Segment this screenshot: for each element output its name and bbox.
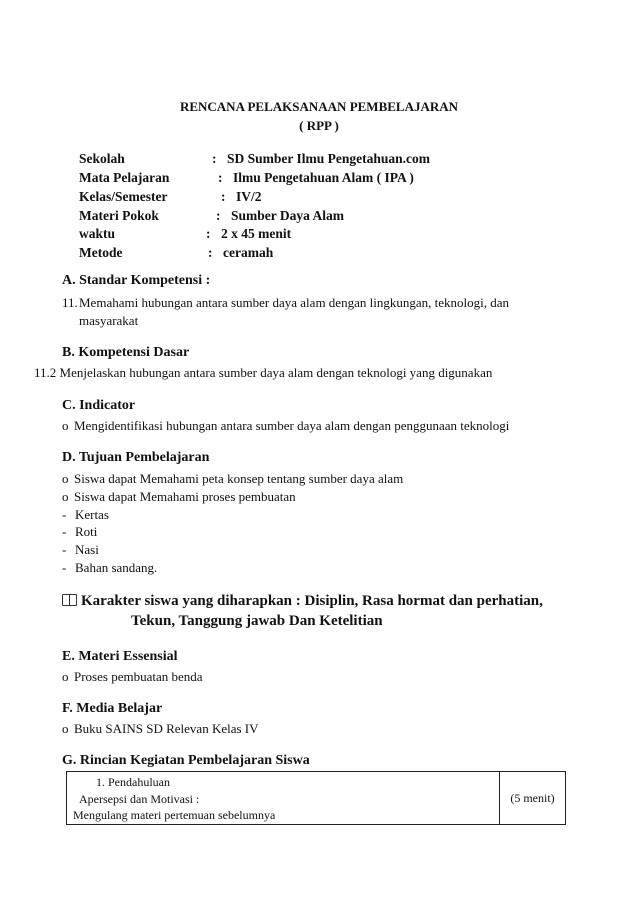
info-label-sekolah: Sekolah xyxy=(79,151,125,166)
table-cell-activity xyxy=(67,772,500,825)
section-a-text-line2: masyarakat xyxy=(79,313,139,328)
info-sep: : xyxy=(216,208,221,223)
section-a-text-line1: Memahami hubungan antara sumber daya alam dengan lingkungan, teknologi, dan xyxy=(79,295,509,310)
table-cell-duration xyxy=(500,772,566,825)
book-icon xyxy=(62,594,77,606)
karakter-text-line1: Karakter siswa yang diharapkan : Disiplin, Rasa hormat dan perhatian, xyxy=(81,593,543,609)
section-f-text: Buku SAINS SD Relevan Kelas IV xyxy=(74,721,259,736)
info-label-metode: Metode xyxy=(79,245,123,260)
list-marker: - xyxy=(62,560,67,575)
list-item: Siswa dapat Memahami proses pembuatan xyxy=(74,489,296,504)
info-sep: : xyxy=(218,170,223,185)
info-value-kelas: IV/2 xyxy=(236,189,262,204)
list-item: Nasi xyxy=(75,542,99,557)
list-marker: o xyxy=(62,471,69,486)
list-marker: - xyxy=(62,524,67,539)
list-item: Kertas xyxy=(75,507,109,522)
bullet-marker: o xyxy=(62,721,69,736)
info-label-kelas: Kelas/Semester xyxy=(79,189,168,204)
info-value-metode: ceramah xyxy=(223,245,274,260)
list-item: Siswa dapat Memahami peta konsep tentang sumber daya alam xyxy=(74,471,404,486)
list-marker: - xyxy=(62,507,67,522)
table-activity-line1: 1. Pendahuluan xyxy=(96,775,170,789)
info-sep: : xyxy=(212,151,217,166)
table-row xyxy=(67,772,566,825)
table-duration: (5 menit) xyxy=(510,790,555,805)
section-a-heading: A. Standar Kompetensi : xyxy=(62,273,211,288)
kegiatan-table xyxy=(66,771,566,825)
section-a-number: 11. xyxy=(62,295,78,310)
info-sep: : xyxy=(208,245,213,260)
info-value-sekolah: SD Sumber Ilmu Pengetahuan.com xyxy=(227,151,431,166)
info-label-waktu: waktu xyxy=(79,226,116,241)
doc-title-line1: RENCANA PELAKSANAAN PEMBELAJARAN xyxy=(179,99,459,114)
info-value-mapel: Ilmu Pengetahuan Alam ( IPA ) xyxy=(233,170,414,185)
list-marker: - xyxy=(62,542,67,557)
karakter-line2: Tekun, Tanggung jawab Dan Ketelitian xyxy=(131,613,383,629)
list-item: Bahan sandang. xyxy=(75,560,158,575)
info-value-waktu: 2 x 45 menit xyxy=(221,226,292,241)
list-marker: o xyxy=(62,489,69,504)
doc-subtitle xyxy=(0,118,638,134)
doc-title xyxy=(0,99,638,115)
section-g-heading: G. Rincian Kegiatan Pembelajaran Siswa xyxy=(62,753,310,768)
section-c-heading: C. Indicator xyxy=(62,398,136,413)
table-activity-line3: Mengulang materi pertemuan sebelumnya xyxy=(73,808,276,822)
list-item: Roti xyxy=(75,524,98,539)
info-sep: : xyxy=(221,189,226,204)
bullet-marker: o xyxy=(62,669,69,684)
info-label-mapel: Mata Pelajaran xyxy=(79,170,170,185)
section-c-text: Mengidentifikasi hubungan antara sumber daya alam dengan penggunaan teknologi xyxy=(74,418,510,433)
section-b-heading: B. Kompetensi Dasar xyxy=(62,345,190,360)
table-activity-line2: Apersepsi dan Motivasi : xyxy=(79,792,200,806)
info-value-materi: Sumber Daya Alam xyxy=(231,208,345,223)
section-e-heading: E. Materi Essensial xyxy=(62,649,178,664)
section-d-heading: D. Tujuan Pembelajaran xyxy=(62,450,210,465)
karakter-line1 xyxy=(62,593,543,610)
info-sep: : xyxy=(206,226,211,241)
info-label-materi: Materi Pokok xyxy=(79,208,159,223)
bullet-marker: o xyxy=(62,418,69,433)
doc-title-line2: ( RPP ) xyxy=(299,118,339,133)
section-b-text: 11.2 Menjelaskan hubungan antara sumber daya alam dengan teknologi yang digunakan xyxy=(34,365,493,380)
section-f-heading: F. Media Belajar xyxy=(62,701,163,716)
section-e-text: Proses pembuatan benda xyxy=(74,669,203,684)
